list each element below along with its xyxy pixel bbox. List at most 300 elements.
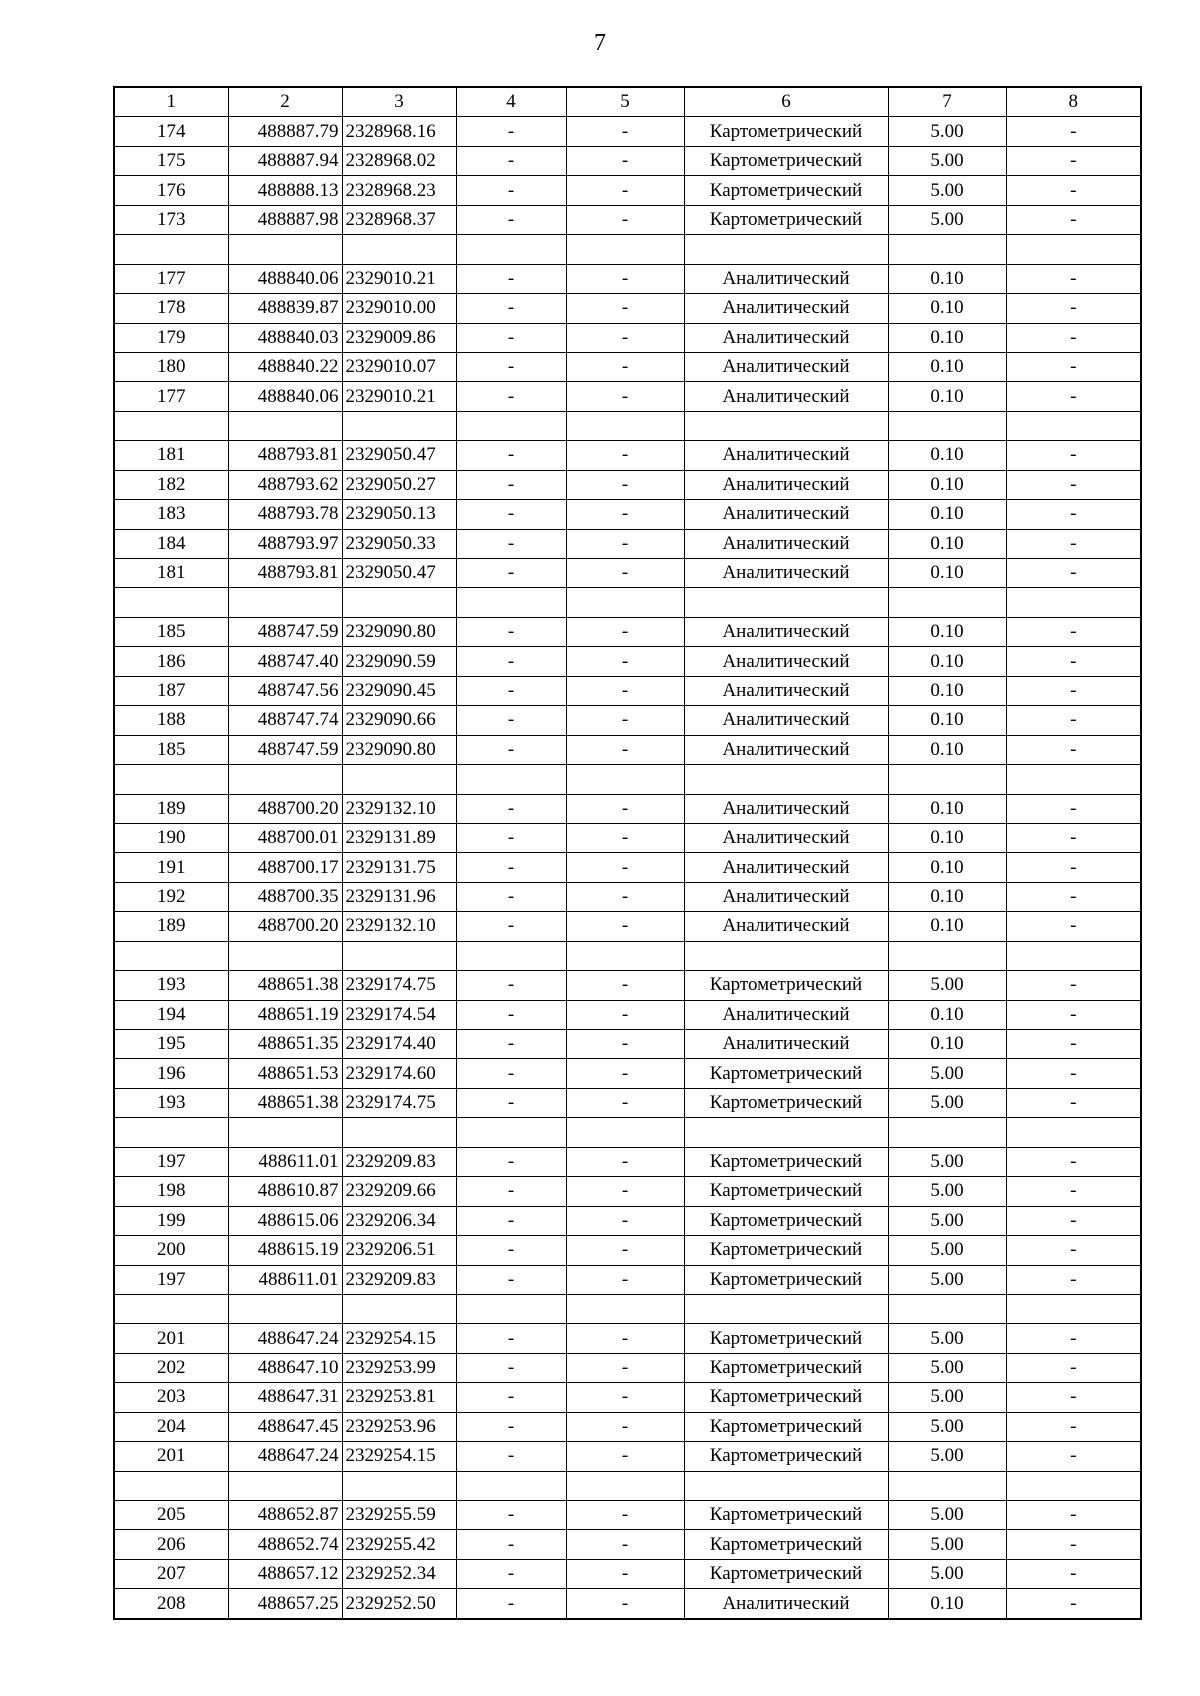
table-cell: 178: [114, 294, 228, 323]
table-cell: 488610.87: [228, 1177, 342, 1206]
table-cell: 202: [114, 1353, 228, 1382]
table-cell: 193: [114, 971, 228, 1000]
table-cell: Картометрический: [684, 971, 888, 1000]
table-row: [114, 735, 1141, 764]
table-cell: -: [1006, 853, 1141, 882]
table-cell: -: [456, 1442, 566, 1471]
table-cell: 2329209.83: [342, 1265, 456, 1294]
table-cell: -: [1006, 794, 1141, 823]
table-cell: -: [456, 823, 566, 852]
table-cell: Картометрический: [684, 176, 888, 205]
table-cell: 5.00: [888, 1206, 1006, 1235]
table-cell: -: [456, 1236, 566, 1265]
column-header: 3: [342, 87, 456, 117]
table-row: [114, 235, 1141, 264]
table-row: [114, 1059, 1141, 1088]
table-row: [114, 1236, 1141, 1265]
table-cell: 5.00: [888, 1501, 1006, 1530]
table-cell: -: [1006, 323, 1141, 352]
table-cell: 488700.20: [228, 912, 342, 941]
table-row: [114, 1206, 1141, 1235]
table-cell: 2329253.96: [342, 1412, 456, 1441]
table-cell: 183: [114, 500, 228, 529]
table-cell: Картометрический: [684, 1265, 888, 1294]
table-cell: 2329050.33: [342, 529, 456, 558]
table-cell: -: [456, 1265, 566, 1294]
table-cell: -: [1006, 1412, 1141, 1441]
table-cell: 2329254.15: [342, 1442, 456, 1471]
table-cell: 488651.35: [228, 1030, 342, 1059]
table-cell: 0.10: [888, 735, 1006, 764]
table-cell: -: [456, 1353, 566, 1382]
table-cell: [114, 1471, 228, 1500]
table-cell: Аналитический: [684, 470, 888, 499]
table-cell: [456, 411, 566, 440]
table-cell: 2328968.37: [342, 205, 456, 234]
table-cell: Аналитический: [684, 352, 888, 381]
table-cell: 0.10: [888, 1030, 1006, 1059]
table-cell: -: [566, 676, 684, 705]
table-cell: 488700.01: [228, 823, 342, 852]
table-cell: -: [1006, 617, 1141, 646]
table-cell: -: [456, 323, 566, 352]
table-row: [114, 1030, 1141, 1059]
table-cell: -: [566, 1088, 684, 1117]
table-cell: 2329253.99: [342, 1353, 456, 1382]
table-cell: Аналитический: [684, 735, 888, 764]
table-row: [114, 352, 1141, 381]
table-cell: 488747.59: [228, 617, 342, 646]
table-cell: 208: [114, 1589, 228, 1619]
table-cell: 2329174.40: [342, 1030, 456, 1059]
table-cell: 0.10: [888, 264, 1006, 293]
table-row: [114, 205, 1141, 234]
table-cell: -: [566, 1559, 684, 1588]
table-cell: -: [456, 882, 566, 911]
table-cell: 488647.10: [228, 1353, 342, 1382]
table-cell: -: [566, 1000, 684, 1029]
table-cell: Картометрический: [684, 1383, 888, 1412]
table-cell: 0.10: [888, 1000, 1006, 1029]
table-cell: [228, 1118, 342, 1147]
table-cell: -: [456, 1530, 566, 1559]
column-header: 6: [684, 87, 888, 117]
table-cell: 200: [114, 1236, 228, 1265]
table-cell: 175: [114, 146, 228, 175]
table-cell: Картометрический: [684, 1206, 888, 1235]
table-cell: -: [566, 1412, 684, 1441]
table-cell: 488839.87: [228, 294, 342, 323]
table-cell: -: [456, 529, 566, 558]
table-cell: 2329252.34: [342, 1559, 456, 1588]
table-cell: -: [456, 676, 566, 705]
table-cell: Картометрический: [684, 1236, 888, 1265]
table-cell: 488615.06: [228, 1206, 342, 1235]
table-cell: Аналитический: [684, 559, 888, 588]
table-cell: -: [1006, 1530, 1141, 1559]
table-cell: 488651.38: [228, 971, 342, 1000]
table-cell: -: [566, 1147, 684, 1176]
table-cell: [342, 1294, 456, 1323]
table-cell: 181: [114, 441, 228, 470]
table-cell: 5.00: [888, 1265, 1006, 1294]
table-cell: [1006, 1471, 1141, 1500]
table-cell: -: [566, 117, 684, 146]
table-cell: 2329254.15: [342, 1324, 456, 1353]
table-cell: [684, 1294, 888, 1323]
table-cell: -: [456, 146, 566, 175]
table-cell: 2329010.21: [342, 382, 456, 411]
table-cell: [456, 235, 566, 264]
table-cell: -: [456, 1501, 566, 1530]
table-row: [114, 676, 1141, 705]
table-row: [114, 1088, 1141, 1117]
table-cell: [1006, 411, 1141, 440]
table-cell: 2329206.51: [342, 1236, 456, 1265]
table-cell: 488747.40: [228, 647, 342, 676]
table-cell: -: [566, 617, 684, 646]
table-cell: [566, 588, 684, 617]
table-cell: [684, 765, 888, 794]
table-cell: -: [456, 352, 566, 381]
table-cell: 488651.38: [228, 1088, 342, 1117]
table-cell: Аналитический: [684, 912, 888, 941]
table-cell: 2328968.02: [342, 146, 456, 175]
table-cell: 206: [114, 1530, 228, 1559]
table-cell: 193: [114, 1088, 228, 1117]
table-cell: Аналитический: [684, 617, 888, 646]
table-cell: -: [566, 1589, 684, 1619]
table-cell: 5.00: [888, 1177, 1006, 1206]
table-cell: 2329132.10: [342, 794, 456, 823]
table-cell: -: [566, 706, 684, 735]
table-cell: 201: [114, 1324, 228, 1353]
table-cell: 185: [114, 735, 228, 764]
table-cell: [1006, 765, 1141, 794]
table-cell: 174: [114, 117, 228, 146]
table-cell: [888, 941, 1006, 970]
table-cell: 201: [114, 1442, 228, 1471]
table-cell: [684, 941, 888, 970]
table-cell: [114, 411, 228, 440]
table-cell: -: [566, 1530, 684, 1559]
table-cell: -: [1006, 1383, 1141, 1412]
table-cell: 0.10: [888, 559, 1006, 588]
table-cell: 488840.03: [228, 323, 342, 352]
table-cell: -: [456, 706, 566, 735]
table-cell: [456, 941, 566, 970]
table-cell: Картометрический: [684, 1559, 888, 1588]
table-cell: 198: [114, 1177, 228, 1206]
table-cell: 5.00: [888, 1442, 1006, 1471]
table-cell: 488747.59: [228, 735, 342, 764]
table-cell: [228, 588, 342, 617]
table-cell: -: [1006, 205, 1141, 234]
table-cell: [1006, 941, 1141, 970]
table-cell: -: [566, 559, 684, 588]
table-cell: -: [456, 1589, 566, 1619]
table-cell: 192: [114, 882, 228, 911]
table-cell: [684, 1118, 888, 1147]
table-cell: [228, 765, 342, 794]
table-cell: -: [1006, 1147, 1141, 1176]
table-row: [114, 1324, 1141, 1353]
table-cell: -: [1006, 352, 1141, 381]
table-cell: Картометрический: [684, 1324, 888, 1353]
table-row: [114, 176, 1141, 205]
table-cell: [684, 411, 888, 440]
table-cell: 197: [114, 1265, 228, 1294]
table-cell: -: [456, 1088, 566, 1117]
table-cell: -: [566, 441, 684, 470]
table-cell: 177: [114, 264, 228, 293]
table-cell: -: [566, 352, 684, 381]
table-row: [114, 588, 1141, 617]
table-cell: 5.00: [888, 971, 1006, 1000]
table-row: [114, 1383, 1141, 1412]
table-cell: -: [566, 1383, 684, 1412]
table-cell: 2329174.75: [342, 971, 456, 1000]
table-cell: 2328968.16: [342, 117, 456, 146]
table-cell: 488652.74: [228, 1530, 342, 1559]
table-cell: 5.00: [888, 176, 1006, 205]
table-cell: 0.10: [888, 647, 1006, 676]
table-cell: -: [1006, 146, 1141, 175]
table-cell: Аналитический: [684, 264, 888, 293]
table-cell: 190: [114, 823, 228, 852]
table-cell: 488647.31: [228, 1383, 342, 1412]
table-cell: 488657.12: [228, 1559, 342, 1588]
table-cell: -: [1006, 706, 1141, 735]
table-cell: -: [566, 146, 684, 175]
table-cell: -: [456, 1000, 566, 1029]
table-cell: 2329132.10: [342, 912, 456, 941]
table-cell: 0.10: [888, 676, 1006, 705]
table-cell: 488647.45: [228, 1412, 342, 1441]
table-cell: -: [1006, 1000, 1141, 1029]
table-cell: Аналитический: [684, 323, 888, 352]
table-cell: [342, 411, 456, 440]
table-cell: Аналитический: [684, 882, 888, 911]
table-row: [114, 1471, 1141, 1500]
table-cell: -: [1006, 1206, 1141, 1235]
table-cell: -: [456, 1059, 566, 1088]
column-header: 8: [1006, 87, 1141, 117]
table-cell: 0.10: [888, 1589, 1006, 1619]
table-row: [114, 117, 1141, 146]
table-cell: -: [1006, 470, 1141, 499]
table-cell: 0.10: [888, 617, 1006, 646]
table-cell: -: [566, 323, 684, 352]
table-cell: 177: [114, 382, 228, 411]
table-cell: [1006, 1118, 1141, 1147]
table-cell: Картометрический: [684, 1088, 888, 1117]
table-cell: -: [566, 205, 684, 234]
table-cell: 180: [114, 352, 228, 381]
table-row: [114, 1530, 1141, 1559]
table-cell: 181: [114, 559, 228, 588]
table-cell: 2329174.54: [342, 1000, 456, 1029]
table-row: [114, 1147, 1141, 1176]
table-cell: Аналитический: [684, 794, 888, 823]
table-cell: 0.10: [888, 470, 1006, 499]
table-row: [114, 500, 1141, 529]
table-row: [114, 706, 1141, 735]
table-cell: [228, 411, 342, 440]
table-cell: -: [456, 1030, 566, 1059]
table-cell: -: [566, 912, 684, 941]
table-cell: -: [566, 1059, 684, 1088]
table-cell: 488793.78: [228, 500, 342, 529]
table-cell: -: [1006, 1442, 1141, 1471]
table-cell: -: [1006, 1324, 1141, 1353]
table-cell: 488700.35: [228, 882, 342, 911]
table-cell: [114, 588, 228, 617]
column-header: 5: [566, 87, 684, 117]
table-cell: 5.00: [888, 1324, 1006, 1353]
table-cell: [684, 1471, 888, 1500]
table-cell: -: [566, 1353, 684, 1382]
table-cell: -: [456, 382, 566, 411]
table-cell: [114, 765, 228, 794]
table-cell: -: [456, 735, 566, 764]
table-cell: -: [1006, 1059, 1141, 1088]
table-cell: [342, 588, 456, 617]
table-cell: 488647.24: [228, 1442, 342, 1471]
table-cell: 0.10: [888, 529, 1006, 558]
table-cell: 2329090.80: [342, 735, 456, 764]
table-cell: 5.00: [888, 205, 1006, 234]
table-cell: -: [566, 647, 684, 676]
table-cell: [684, 588, 888, 617]
table-row: [114, 1559, 1141, 1588]
table-cell: 203: [114, 1383, 228, 1412]
table-cell: -: [1006, 559, 1141, 588]
table-cell: -: [566, 1265, 684, 1294]
table-cell: [228, 235, 342, 264]
table-cell: 488793.62: [228, 470, 342, 499]
table-cell: 0.10: [888, 441, 1006, 470]
table-cell: [888, 1294, 1006, 1323]
table-cell: 488652.87: [228, 1501, 342, 1530]
table-cell: Картометрический: [684, 1353, 888, 1382]
table-cell: -: [456, 176, 566, 205]
table-cell: -: [566, 794, 684, 823]
column-header: 2: [228, 87, 342, 117]
column-header: 4: [456, 87, 566, 117]
table-row: [114, 529, 1141, 558]
table-cell: 2329209.83: [342, 1147, 456, 1176]
table-cell: -: [456, 1383, 566, 1412]
table-cell: -: [1006, 1265, 1141, 1294]
table-row: [114, 1412, 1141, 1441]
table-cell: -: [1006, 500, 1141, 529]
table-row: [114, 1501, 1141, 1530]
table-cell: [342, 1471, 456, 1500]
table-cell: Картометрический: [684, 1147, 888, 1176]
table-cell: Картометрический: [684, 1501, 888, 1530]
table-cell: 488888.13: [228, 176, 342, 205]
table-row: [114, 559, 1141, 588]
table-cell: -: [1006, 441, 1141, 470]
table-cell: 2329131.75: [342, 853, 456, 882]
table-cell: [888, 1118, 1006, 1147]
table-cell: -: [456, 264, 566, 293]
table-cell: -: [1006, 647, 1141, 676]
table-cell: 2329131.89: [342, 823, 456, 852]
table-cell: -: [1006, 1088, 1141, 1117]
table-cell: -: [456, 559, 566, 588]
table-cell: 189: [114, 912, 228, 941]
table-cell: -: [456, 500, 566, 529]
table-cell: 488840.22: [228, 352, 342, 381]
table-row: [114, 1118, 1141, 1147]
table-cell: 488887.79: [228, 117, 342, 146]
table-row: [114, 411, 1141, 440]
table-cell: 0.10: [888, 794, 1006, 823]
table-cell: 2329050.13: [342, 500, 456, 529]
table-cell: 488747.56: [228, 676, 342, 705]
page-number: 7: [594, 30, 606, 56]
table-cell: -: [566, 853, 684, 882]
table-cell: 2329255.42: [342, 1530, 456, 1559]
table-cell: -: [1006, 912, 1141, 941]
table-cell: 0.10: [888, 500, 1006, 529]
table-cell: 176: [114, 176, 228, 205]
table-cell: 195: [114, 1030, 228, 1059]
table-row: [114, 146, 1141, 175]
table-cell: 5.00: [888, 1088, 1006, 1117]
table-cell: 488793.81: [228, 559, 342, 588]
table-cell: 207: [114, 1559, 228, 1588]
table-cell: 2329050.47: [342, 441, 456, 470]
table-cell: -: [1006, 117, 1141, 146]
table-cell: -: [456, 794, 566, 823]
table-cell: [888, 411, 1006, 440]
table-cell: [342, 235, 456, 264]
table-row: [114, 882, 1141, 911]
table-cell: -: [456, 1177, 566, 1206]
table-cell: -: [1006, 176, 1141, 205]
table-cell: -: [566, 882, 684, 911]
table-cell: -: [456, 470, 566, 499]
table-cell: [342, 765, 456, 794]
table-cell: 186: [114, 647, 228, 676]
table-cell: 2329206.34: [342, 1206, 456, 1235]
table-cell: Картометрический: [684, 205, 888, 234]
table-cell: 2329253.81: [342, 1383, 456, 1412]
table-cell: -: [456, 617, 566, 646]
table-cell: Аналитический: [684, 294, 888, 323]
table-cell: 488647.24: [228, 1324, 342, 1353]
table-cell: -: [1006, 294, 1141, 323]
table-cell: -: [566, 176, 684, 205]
table-cell: 5.00: [888, 1236, 1006, 1265]
table-cell: 0.10: [888, 853, 1006, 882]
table-cell: 488793.81: [228, 441, 342, 470]
table-cell: 0.10: [888, 294, 1006, 323]
table-cell: Картометрический: [684, 1177, 888, 1206]
table-cell: -: [566, 971, 684, 1000]
table-cell: [566, 765, 684, 794]
table-cell: -: [566, 1324, 684, 1353]
table-cell: -: [566, 294, 684, 323]
table-cell: Аналитический: [684, 441, 888, 470]
table-cell: [1006, 1294, 1141, 1323]
table-cell: 488651.53: [228, 1059, 342, 1088]
table-cell: 5.00: [888, 117, 1006, 146]
table-row: [114, 853, 1141, 882]
